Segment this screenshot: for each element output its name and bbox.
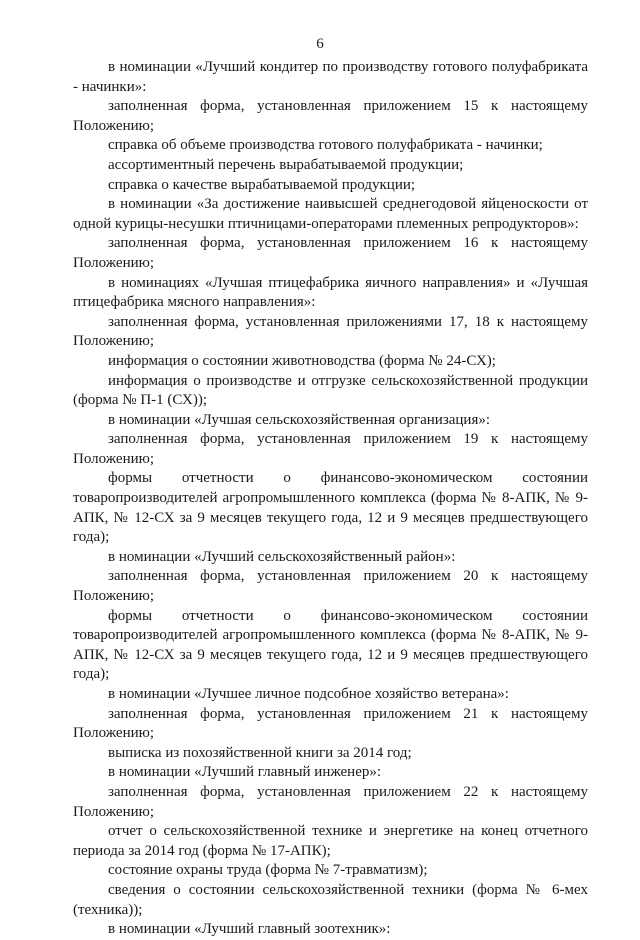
paragraph: заполненная форма, установленная приложением 15 к настоящему Положению; bbox=[73, 98, 588, 134]
page-number: 6 bbox=[316, 36, 324, 52]
paragraph: в номинации «За достижение наивысшей среднегодовой яйценоскости от одной курицы-несушки птичницами-операторами племенных репродукторов»: bbox=[73, 196, 588, 232]
paragraph: формы отчетности о финансово-экономическом состоянии товаропроизводителей агропромышленного комплекса (форма № 8-АПК, № 9-АПК, № 12-СХ за 9 месяцев текущего года, 12 и 9 месяцев предшествующего года); bbox=[73, 607, 588, 683]
paragraph: заполненная форма, установленная приложением 19 к настоящему Положению; bbox=[73, 431, 588, 467]
paragraph: в номинации «Лучшее личное подсобное хозяйство ветерана»: bbox=[108, 686, 509, 702]
paragraph: ассортиментный перечень вырабатываемой продукции; bbox=[108, 156, 464, 173]
paragraph: заполненная форма, установленная приложением 20 к настоящему Положению; bbox=[73, 568, 588, 605]
paragraph: сведения о состоянии сельскохозяйственной техники (форма № 6-мех (техника)); bbox=[73, 881, 588, 918]
paragraph: в номинации «Лучший кондитер по производству готового полуфабриката - начинки»: bbox=[73, 59, 588, 95]
paragraph: заполненная форма, установленная приложением 16 к настоящему Положению; bbox=[73, 235, 588, 271]
paragraph: выписка из похозяйственной книги за 2014 год; bbox=[108, 744, 412, 761]
paragraph: информация о состоянии животноводства (форма № 24-СХ); bbox=[108, 352, 496, 369]
paragraph: в номинациях «Лучшая птицефабрика яичного направления» и «Лучшая птицефабрика мясного направления»: bbox=[73, 274, 588, 311]
paragraph: в номинации «Лучший сельскохозяйственный район»: bbox=[108, 548, 456, 565]
paragraph: справка об объеме производства готового полуфабриката - начинки; bbox=[108, 137, 543, 154]
paragraph: справка о качестве вырабатываемой продукции; bbox=[108, 176, 416, 193]
paragraph: состояние охраны труда (форма № 7-травматизм); bbox=[108, 862, 428, 879]
paragraph: заполненная форма, установленная приложением 22 к настоящему Положению; bbox=[73, 783, 588, 820]
paragraph: в номинации «Лучший главный инженер»: bbox=[108, 764, 382, 781]
paragraph: формы отчетности о финансово-экономическом состоянии товаропроизводителей агропромышленного комплекса (форма № 8-АПК, № 9-АПК, № 12-СХ за 9 месяцев текущего года, 12 и 9 месяцев предшествующего года); bbox=[73, 470, 588, 546]
paragraph: заполненная форма, установленная приложениями 17, 18 к настоящему Положению; bbox=[73, 313, 588, 350]
paragraph: отчет о сельскохозяйственной технике и энергетике на конец отчетного периода за 2014 год (форма № 17-АПК); bbox=[73, 823, 588, 859]
document-body bbox=[73, 58, 588, 940]
paragraph: в номинации «Лучшая сельскохозяйственная организация»: bbox=[108, 411, 491, 428]
paragraph: в номинации «Лучший главный зоотехник»: bbox=[108, 921, 391, 938]
paragraph: информация о производстве и отгрузке сельскохозяйственной продукции (форма № П-1 (СХ)); bbox=[73, 372, 588, 409]
paragraph: заполненная форма, установленная приложением 21 к настоящему Положению; bbox=[73, 705, 588, 742]
